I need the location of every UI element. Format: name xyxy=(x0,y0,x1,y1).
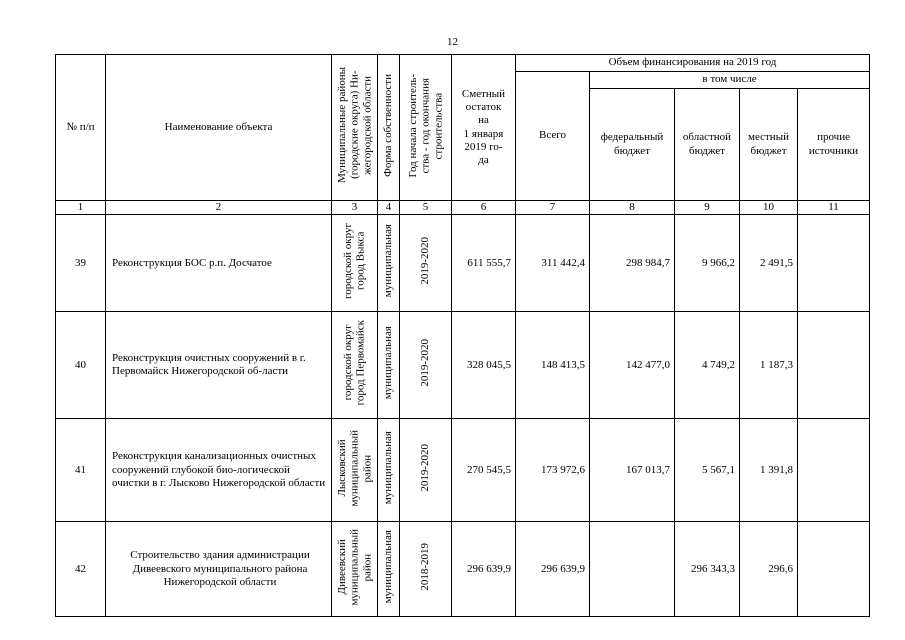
column-number: 1 xyxy=(56,201,106,215)
header-districts-text: Муниципальные районы (городские округа) Ни- жегородской области xyxy=(335,67,373,184)
row-district-text: Лысковский муниципальный район xyxy=(335,429,373,507)
row-balance: 296 639,9 xyxy=(452,522,516,617)
header-funding-group: Объем финансирования на 2019 год xyxy=(516,55,870,72)
row-ownership-text: муниципальная xyxy=(382,431,395,505)
row-local: 296,6 xyxy=(740,522,798,617)
header-object-name: Наименование объекта xyxy=(106,55,332,201)
row-regional: 9 966,2 xyxy=(675,215,740,312)
row-federal: 167 013,7 xyxy=(590,419,675,522)
row-years-text: 2019-2020 xyxy=(419,237,432,285)
row-num: 41 xyxy=(56,419,106,522)
header-years xyxy=(400,55,452,201)
row-years xyxy=(400,522,452,617)
header-regional: областной бюджет xyxy=(675,89,740,201)
column-number: 8 xyxy=(590,201,675,215)
row-federal: 142 477,0 xyxy=(590,312,675,419)
column-number-row xyxy=(56,201,870,215)
row-district xyxy=(332,419,378,522)
row-district xyxy=(332,215,378,312)
row-balance: 328 045,5 xyxy=(452,312,516,419)
row-years-text: 2018-2019 xyxy=(419,543,432,591)
row-balance: 611 555,7 xyxy=(452,215,516,312)
row-years xyxy=(400,419,452,522)
row-federal: 298 984,7 xyxy=(590,215,675,312)
header-federal: федеральный бюджет xyxy=(590,89,675,201)
header-other: прочие источники xyxy=(798,89,870,201)
table-row xyxy=(56,215,870,312)
row-years-text: 2019-2020 xyxy=(419,339,432,387)
row-local: 2 491,5 xyxy=(740,215,798,312)
row-ownership xyxy=(378,312,400,419)
row-ownership xyxy=(378,522,400,617)
row-total: 296 639,9 xyxy=(516,522,590,617)
row-object-name: Реконструкция канализационных очистных сооружений глубокой био-логической очистки в г. Лысково Нижегородской области xyxy=(106,419,332,522)
row-ownership xyxy=(378,215,400,312)
financing-table xyxy=(55,54,870,617)
header-total: Всего xyxy=(516,72,590,201)
column-number: 11 xyxy=(798,201,870,215)
header-local: местный бюджет xyxy=(740,89,798,201)
row-ownership-text: муниципальная xyxy=(382,224,395,298)
page-number: 12 xyxy=(447,36,458,48)
header-including: в том числе xyxy=(590,72,870,89)
header-ownership xyxy=(378,55,400,201)
row-object-name: Реконструкция очистных сооружений в г. Первомайск Нижегородской об-ласти xyxy=(106,312,332,419)
row-regional: 296 343,3 xyxy=(675,522,740,617)
row-num: 40 xyxy=(56,312,106,419)
row-other xyxy=(798,215,870,312)
table-row xyxy=(56,419,870,522)
column-number: 7 xyxy=(516,201,590,215)
row-ownership xyxy=(378,419,400,522)
row-other xyxy=(798,312,870,419)
row-local: 1 391,8 xyxy=(740,419,798,522)
header-ownership-text: Форма собственности xyxy=(382,73,395,177)
row-district xyxy=(332,312,378,419)
row-balance: 270 545,5 xyxy=(452,419,516,522)
row-num: 39 xyxy=(56,215,106,312)
column-number: 6 xyxy=(452,201,516,215)
row-num: 42 xyxy=(56,522,106,617)
header-num: № п/п xyxy=(56,55,106,201)
row-years-text: 2019-2020 xyxy=(419,444,432,492)
row-regional: 5 567,1 xyxy=(675,419,740,522)
row-district-text: Дивеевский муниципальный район xyxy=(335,528,373,606)
column-number: 2 xyxy=(106,201,332,215)
column-number: 4 xyxy=(378,201,400,215)
header-estimate-balance: Сметный остаток на 1 января 2019 го- да xyxy=(452,55,516,201)
row-district-text: городской округ город Первомайск xyxy=(341,320,367,406)
row-object-name: Реконструкция БОС р.п. Досчатое xyxy=(106,215,332,312)
row-ownership-text: муниципальная xyxy=(382,326,395,400)
row-local: 1 187,3 xyxy=(740,312,798,419)
header-districts xyxy=(332,55,378,201)
column-number: 3 xyxy=(332,201,378,215)
row-district xyxy=(332,522,378,617)
header-years-text: Год начала строитель- ства - год окончания строительства xyxy=(406,73,444,178)
row-district-text: городской округ город Выкса xyxy=(341,223,367,300)
column-number: 5 xyxy=(400,201,452,215)
row-total: 311 442,4 xyxy=(516,215,590,312)
table-row xyxy=(56,522,870,617)
row-years xyxy=(400,215,452,312)
row-total: 173 972,6 xyxy=(516,419,590,522)
row-ownership-text: муниципальная xyxy=(382,530,395,604)
column-number: 9 xyxy=(675,201,740,215)
row-object-name: Строительство здания администрации Дивеевского муниципального района Нижегородской области xyxy=(106,522,332,617)
row-other xyxy=(798,419,870,522)
row-federal xyxy=(590,522,675,617)
row-other xyxy=(798,522,870,617)
row-regional: 4 749,2 xyxy=(675,312,740,419)
table-row xyxy=(56,312,870,419)
column-number: 10 xyxy=(740,201,798,215)
row-total: 148 413,5 xyxy=(516,312,590,419)
row-years xyxy=(400,312,452,419)
